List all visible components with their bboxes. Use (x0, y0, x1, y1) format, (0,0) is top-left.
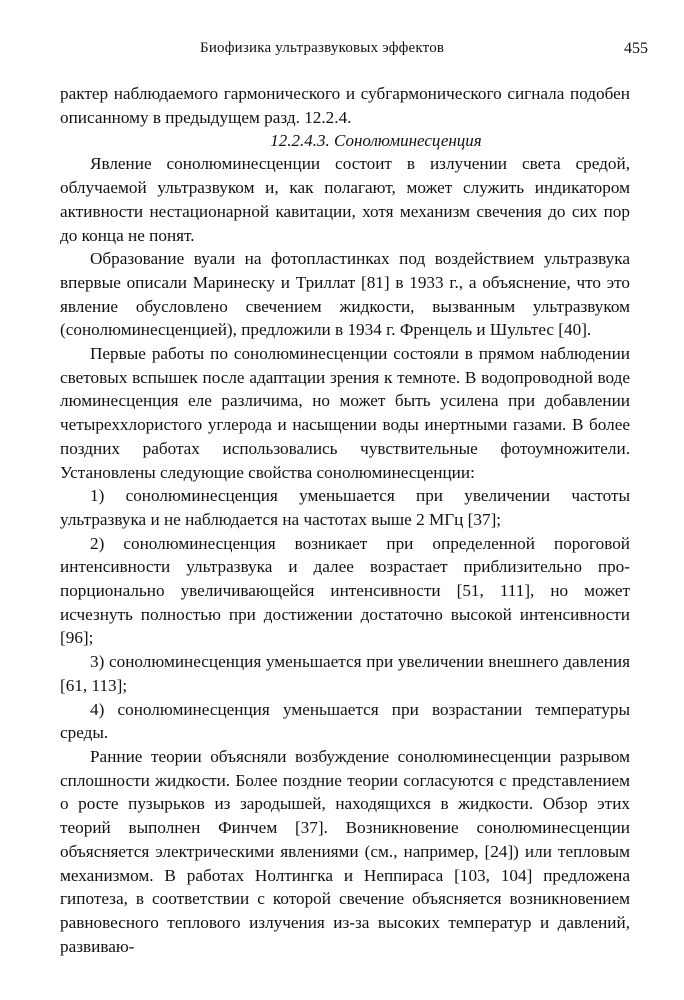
property-item-4: 4) сонолюминесценция уменьшается при возрастании температуры среды. (60, 699, 630, 743)
intro-paragraph: рактер наблюдаемого гармонического и субгармонического сигнала подобен описанному в предыдущем разд. 12.2.4. (60, 84, 630, 127)
property-item-3: 3) сонолюминесценция уменьшается при увеличении внешнего давления [61, 113]; (60, 652, 630, 695)
property-item-1: 1) сонолюминесценция уменьшается при увеличении частоты ультразвука и не наблюдается на частотах выше 2 МГц [37]; (60, 486, 630, 529)
page-number: 455 (624, 40, 648, 57)
body-text (60, 82, 630, 958)
paragraph-early-works: Первые работы по сонолюминесценции состояли в прямом наблюдении световых вспышек после адаптации зрения к темноте. В водопроводной воде люминесценция еле различима, но может быть усилена при добавлении четыреххлористого углерода и насыщении воды инертными газами. В более поздних работах использовались чувствительные фотоумножители. Установлены следующие свойства сонолюминесценции: (60, 344, 630, 482)
property-item-2: 2) сонолюминесценция возникает при определенной пороговой интенсивности ультразвука и далее возрастает приблизительно пропорционально увеличивающейся интенсивности [51, 111], но может исчезнуть полностью при достижении достаточно высокой интенсивности [96]; (60, 533, 630, 648)
section-heading: 12.2.4.3. Сонолюминесценция (270, 131, 482, 151)
running-head (0, 40, 684, 64)
paragraph-definition: Явление сонолюминесценции состоит в излучении света средой, облучаемой ультразвуком и, как полагают, может служить индикатором активности нестационарной кавитации, хотя механизм свечения до сих пор до конца не понят. (60, 154, 630, 245)
paragraph-theories: Ранние теории объясняли возбуждение сонолюминесценции разрывом сплошности жидкости. Более поздние теории согласуются с представлением о росте пузырьков из зародышей, находящихся в жидкости. Обзор этих теорий выполнен Финчем [37]. Возникновение сонолюминесценции объясняется электрическими явлениями (см., например, [24]) или тепловым механизмом. В работах Нолтингка и Неппираса [103, 104] предложена гипотеза, в соответствии с которой свечение объясняется возникновением равновесного теплового излучения из-за высоких температур и давлений, развиваю- (60, 746, 630, 956)
paragraph-history: Образование вуали на фотопластинках под воздействием ультразвука впервые описали Маринеску и Триллат [81] в 1933 г., а объяснение, что это явление обусловлено свечением жидкости, вызванным ультразвуком (сонолюминесценцией), предложили в 1934 г. Френцель и Шультес [40]. (60, 249, 630, 340)
running-title: Биофизика ультразвуковых эффектов (200, 40, 445, 56)
